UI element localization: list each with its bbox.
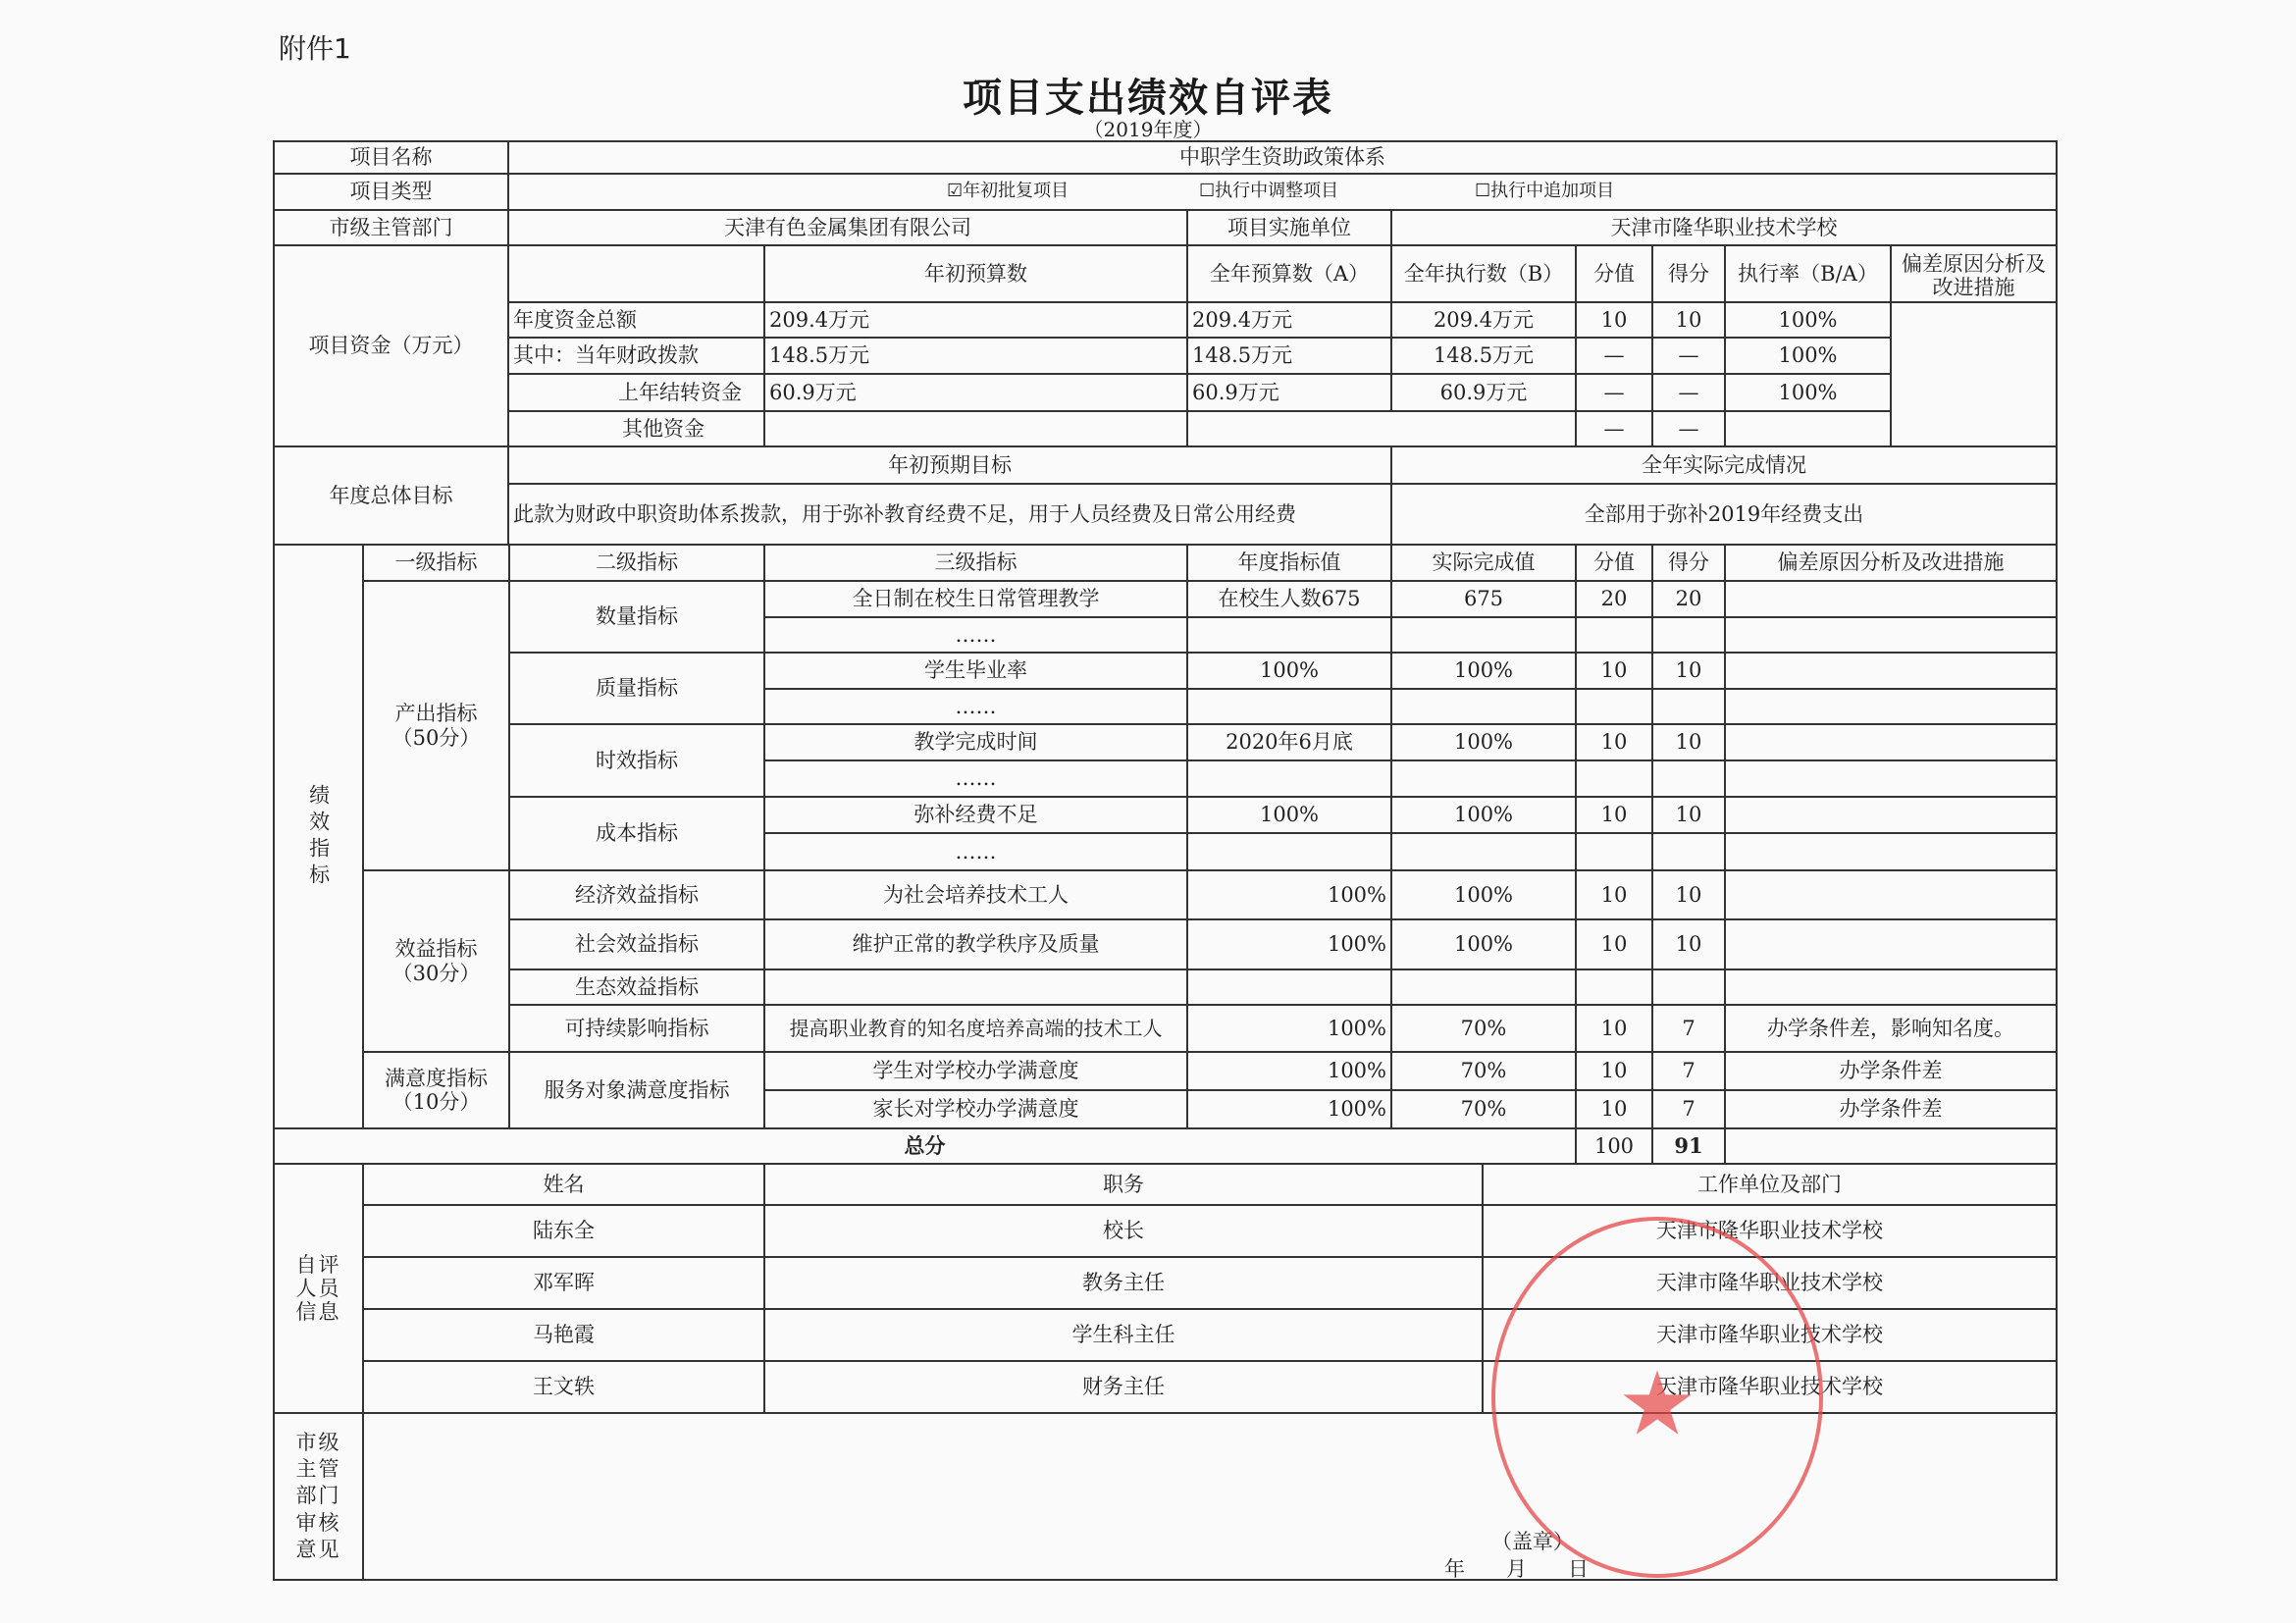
- note-cell: [1724, 723, 2058, 761]
- weight-cell: 10: [1575, 918, 1653, 970]
- funds-row-rate: 100%: [1724, 301, 1892, 339]
- funds-label: 项目资金（万元）: [273, 244, 509, 447]
- note-cell: [1724, 580, 2058, 618]
- funds-col-weight: 分值: [1575, 244, 1653, 303]
- dept-label: 市级主管部门: [273, 209, 509, 246]
- level1-output: 产出指标 （50分）: [362, 580, 510, 871]
- weight-cell: 10: [1575, 1004, 1653, 1053]
- level3-cell: ……: [763, 616, 1188, 654]
- star-icon: ★: [1617, 1352, 1697, 1456]
- actual-cell: [1390, 688, 1577, 725]
- score-cell: [1651, 688, 1726, 725]
- actual-cell: [1390, 832, 1577, 871]
- col-level1: 一级指标: [362, 544, 510, 582]
- actual-cell: 70%: [1390, 1051, 1577, 1091]
- checkbox-empty-icon: ☐: [1475, 181, 1491, 202]
- note-cell: [1724, 652, 2058, 690]
- score-cell: [1651, 759, 1726, 798]
- eval-name: 陆东全: [362, 1204, 765, 1258]
- checkbox-checked-icon: ☑: [947, 181, 964, 202]
- funds-row-budget-a: 148.5万元: [1186, 337, 1392, 375]
- col-note: 偏差原因分析及改进措施: [1724, 544, 2058, 582]
- weight-cell: 10: [1575, 652, 1653, 690]
- score-cell: [1651, 969, 1726, 1006]
- funds-note-cell: [1890, 301, 2058, 447]
- funds-row-budget-a: [1186, 410, 1577, 447]
- funds-header-blank: [507, 244, 765, 303]
- funds-row-exec-b: 60.9万元: [1390, 373, 1577, 412]
- level2-social: 社会效益指标: [508, 918, 765, 970]
- funds-row-initial: 209.4万元: [763, 301, 1188, 339]
- goal-actual-header: 全年实际完成情况: [1390, 445, 2058, 485]
- target-cell: [1186, 832, 1392, 871]
- total-label: 总分: [273, 1127, 1577, 1165]
- level3-cell: 学生毕业率: [763, 652, 1188, 690]
- level3-cell: [763, 969, 1188, 1006]
- eval-col-position: 职务: [763, 1163, 1484, 1206]
- funds-row-initial: [763, 410, 1188, 447]
- actual-cell: 100%: [1390, 918, 1577, 970]
- weight-cell: [1575, 759, 1653, 798]
- score-cell: 7: [1651, 1051, 1726, 1091]
- weight-cell: [1575, 832, 1653, 871]
- actual-cell: 100%: [1390, 796, 1577, 834]
- weight-cell: [1575, 616, 1653, 654]
- actual-cell: [1390, 616, 1577, 654]
- score-cell: 10: [1651, 869, 1726, 920]
- target-cell: [1186, 759, 1392, 798]
- impl-value: 天津市隆华职业技术学校: [1390, 209, 2058, 246]
- review-label: 市级主管部门审核意见: [273, 1412, 364, 1581]
- funds-row-budget-a: 60.9万元: [1186, 373, 1392, 412]
- funds-row-weight: 10: [1575, 301, 1653, 339]
- funds-col-note: 偏差原因分析及改进措施: [1890, 244, 2058, 303]
- funds-col-budget-a: 全年预算数（A）: [1186, 244, 1392, 303]
- score-cell: 7: [1651, 1089, 1726, 1129]
- eval-position: 校长: [763, 1204, 1484, 1258]
- note-cell: [1724, 918, 2058, 970]
- note-cell: [1724, 616, 2058, 654]
- score-cell: [1651, 832, 1726, 871]
- note-cell: 办学条件差: [1724, 1089, 2058, 1129]
- seal-label: （盖章）: [1491, 1530, 1574, 1553]
- target-cell: [1186, 616, 1392, 654]
- project-name-label: 项目名称: [273, 140, 509, 175]
- level3-cell: ……: [763, 832, 1188, 871]
- date-label: 年 月 日: [1444, 1557, 1589, 1581]
- funds-row-score: 10: [1651, 301, 1726, 339]
- target-cell: [1186, 688, 1392, 725]
- weight-cell: 10: [1575, 869, 1653, 920]
- checkbox-empty-icon: ☐: [1199, 181, 1216, 202]
- funds-row-name: 上年结转资金: [507, 373, 765, 412]
- eval-unit: 天津市隆华职业技术学校: [1482, 1308, 2058, 1362]
- level2-ecological: 生态效益指标: [508, 969, 765, 1006]
- eval-position: 教务主任: [763, 1256, 1484, 1310]
- score-cell: 10: [1651, 796, 1726, 834]
- target-cell: 在校生人数675: [1186, 580, 1392, 618]
- weight-cell: 20: [1575, 580, 1653, 618]
- note-cell: [1724, 796, 2058, 834]
- score-cell: 10: [1651, 918, 1726, 970]
- level2-economic: 经济效益指标: [508, 869, 765, 920]
- note-cell: 办学条件差: [1724, 1051, 2058, 1091]
- funds-row-rate: [1724, 410, 1892, 447]
- funds-row-score: —: [1651, 373, 1726, 412]
- eval-position: 财务主任: [763, 1360, 1484, 1414]
- funds-col-exec-b: 全年执行数（B）: [1390, 244, 1577, 303]
- actual-cell: 70%: [1390, 1089, 1577, 1129]
- weight-cell: [1575, 688, 1653, 725]
- eval-position: 学生科主任: [763, 1308, 1484, 1362]
- level3-cell: 学生对学校办学满意度: [763, 1051, 1188, 1091]
- level3-cell: 提高职业教育的知名度培养高端的技术工人: [763, 1004, 1188, 1053]
- target-cell: 100%: [1186, 869, 1392, 920]
- eval-unit: 天津市隆华职业技术学校: [1482, 1360, 2058, 1414]
- page-title: 项目支出绩效自评表: [963, 76, 1333, 121]
- project-name-value: 中职学生资助政策体系: [507, 140, 2058, 175]
- score-cell: 20: [1651, 580, 1726, 618]
- page-subtitle: （2019年度）: [1083, 118, 1213, 141]
- goal-actual-text: 全部用于弥补2019年经费支出: [1390, 483, 2058, 546]
- funds-row-score: —: [1651, 337, 1726, 375]
- goal-expected-header: 年初预期目标: [507, 445, 1392, 485]
- level3-cell: 弥补经费不足: [763, 796, 1188, 834]
- funds-col-initial: 年初预算数: [763, 244, 1188, 303]
- funds-row-weight: —: [1575, 337, 1653, 375]
- funds-col-rate: 执行率（B/A）: [1724, 244, 1892, 303]
- weight-cell: 10: [1575, 723, 1653, 761]
- level3-cell: ……: [763, 759, 1188, 798]
- evaluators-label: 自评人员信息: [273, 1163, 364, 1414]
- weight-cell: [1575, 969, 1653, 1006]
- funds-row-initial: 60.9万元: [763, 373, 1188, 412]
- score-cell: 10: [1651, 652, 1726, 690]
- score-cell: 7: [1651, 1004, 1726, 1053]
- funds-row-exec-b: 148.5万元: [1390, 337, 1577, 375]
- eval-unit: 天津市隆华职业技术学校: [1482, 1256, 2058, 1310]
- level2-quality: 质量指标: [508, 652, 765, 725]
- target-cell: 100%: [1186, 1004, 1392, 1053]
- note-cell: [1724, 688, 2058, 725]
- level3-cell: 教学完成时间: [763, 723, 1188, 761]
- level1-satisfaction: 满意度指标 （10分）: [362, 1051, 510, 1129]
- level3-cell: 全日制在校生日常管理教学: [763, 580, 1188, 618]
- note-cell: [1724, 759, 2058, 798]
- level2-quantity: 数量指标: [508, 580, 765, 654]
- eval-name: 马艳霞: [362, 1308, 765, 1362]
- total-note: [1724, 1127, 2058, 1165]
- funds-row-score: —: [1651, 410, 1726, 447]
- target-cell: 100%: [1186, 652, 1392, 690]
- total-score: 91: [1651, 1127, 1726, 1165]
- funds-row-budget-a: 209.4万元: [1186, 301, 1392, 339]
- level2-sustainable: 可持续影响指标: [508, 1004, 765, 1053]
- actual-cell: [1390, 969, 1577, 1006]
- impl-label: 项目实施单位: [1186, 209, 1392, 246]
- level3-cell: 为社会培养技术工人: [763, 869, 1188, 920]
- col-target: 年度指标值: [1186, 544, 1392, 582]
- type-option-initial[interactable]: ☑年初批复项目: [947, 181, 1070, 202]
- funds-row-exec-b: 209.4万元: [1390, 301, 1577, 339]
- target-cell: 100%: [1186, 918, 1392, 970]
- actual-cell: 100%: [1390, 723, 1577, 761]
- score-cell: [1651, 616, 1726, 654]
- note-cell: 办学条件差，影响知名度。: [1724, 1004, 2058, 1053]
- target-cell: [1186, 969, 1392, 1006]
- target-cell: 2020年6月底: [1186, 723, 1392, 761]
- col-level3: 三级指标: [763, 544, 1188, 582]
- level3-cell: 维护正常的教学秩序及质量: [763, 918, 1188, 970]
- weight-cell: 10: [1575, 1089, 1653, 1129]
- funds-row-weight: —: [1575, 373, 1653, 412]
- funds-row-name: 其中：当年财政拨款: [507, 337, 765, 375]
- funds-col-score: 得分: [1651, 244, 1726, 303]
- level2-timeliness: 时效指标: [508, 723, 765, 798]
- weight-cell: 10: [1575, 796, 1653, 834]
- funds-row-rate: 100%: [1724, 337, 1892, 375]
- funds-row-weight: —: [1575, 410, 1653, 447]
- project-type-options: [507, 173, 2058, 211]
- project-type-label: 项目类型: [273, 173, 509, 211]
- goal-label: 年度总体目标: [273, 445, 509, 546]
- attachment-label: 附件1: [279, 32, 351, 65]
- eval-col-name: 姓名: [362, 1163, 765, 1206]
- level2-satisfaction: 服务对象满意度指标: [508, 1051, 765, 1129]
- weight-cell: 10: [1575, 1051, 1653, 1091]
- actual-cell: 675: [1390, 580, 1577, 618]
- level2-cost: 成本指标: [508, 796, 765, 871]
- actual-cell: [1390, 759, 1577, 798]
- funds-row-name: 年度资金总额: [507, 301, 765, 339]
- actual-cell: 100%: [1390, 869, 1577, 920]
- eval-unit: 天津市隆华职业技术学校: [1482, 1204, 2058, 1258]
- eval-col-unit: 工作单位及部门: [1482, 1163, 2058, 1206]
- funds-row-initial: 148.5万元: [763, 337, 1188, 375]
- note-cell: [1724, 869, 2058, 920]
- level3-cell: 家长对学校办学满意度: [763, 1089, 1188, 1129]
- actual-cell: 70%: [1390, 1004, 1577, 1053]
- eval-name: 王文轶: [362, 1360, 765, 1414]
- funds-row-rate: 100%: [1724, 373, 1892, 412]
- type-option-adjusted[interactable]: ☐执行中调整项目: [1199, 181, 1339, 202]
- total-weight: 100: [1575, 1127, 1653, 1165]
- col-weight: 分值: [1575, 544, 1653, 582]
- score-cell: 10: [1651, 723, 1726, 761]
- indicators-section-label: 绩效指标: [273, 544, 364, 1129]
- type-option-added[interactable]: ☐执行中追加项目: [1475, 181, 1615, 202]
- level3-cell: ……: [763, 688, 1188, 725]
- target-cell: 100%: [1186, 1051, 1392, 1091]
- review-opinion-area[interactable]: [362, 1412, 2058, 1581]
- actual-cell: 100%: [1390, 652, 1577, 690]
- funds-row-name: 其他资金: [507, 410, 765, 447]
- note-cell: [1724, 969, 2058, 1006]
- level1-benefit: 效益指标 （30分）: [362, 869, 510, 1053]
- col-level2: 二级指标: [508, 544, 765, 582]
- goal-expected-text: 此款为财政中职资助体系拨款，用于弥补教育经费不足，用于人员经费及日常公用经费: [507, 483, 1392, 546]
- dept-value: 天津有色金属集团有限公司: [507, 209, 1188, 246]
- target-cell: 100%: [1186, 796, 1392, 834]
- eval-name: 邓军晖: [362, 1256, 765, 1310]
- col-actual: 实际完成值: [1390, 544, 1577, 582]
- note-cell: [1724, 832, 2058, 871]
- col-score: 得分: [1651, 544, 1726, 582]
- target-cell: 100%: [1186, 1089, 1392, 1129]
